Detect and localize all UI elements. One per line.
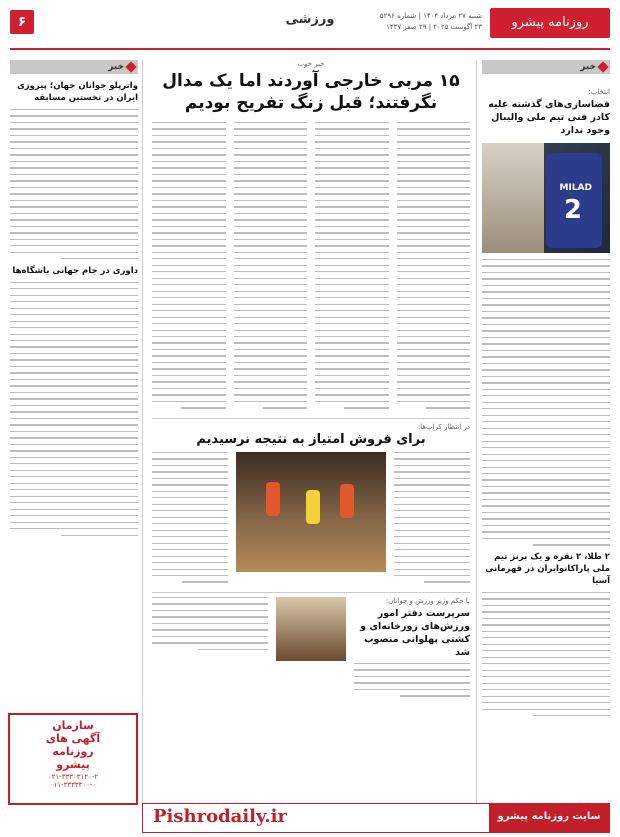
right-column: [482, 60, 610, 721]
left-column: [10, 60, 138, 541]
column-divider: [142, 60, 143, 820]
referee-headline: داوری در جام جهانی باشگاه‌ها: [12, 265, 138, 276]
story3-side-text: [152, 597, 268, 702]
ad-phone-2: ۰۱۱-۳۳۳۳۳۰۰-۰: [49, 781, 97, 789]
story2-text-right: [152, 452, 228, 588]
issue-date: شنبه ۲۷ مرداد ۱۴۰۴ | شماره ۵۲۹۶: [379, 12, 482, 20]
column-label: خبر: [482, 60, 610, 74]
body-col-1: [397, 122, 471, 414]
website-url[interactable]: Pishrodaily.ir: [153, 806, 287, 827]
waterpolo-body: [10, 109, 138, 259]
story2-headline: برای فروش امتیاز به نتیجه نرسیدیم: [196, 431, 426, 447]
issue-info: [380, 11, 482, 33]
official-portrait-photo: [276, 597, 346, 661]
story-body: [482, 259, 610, 546]
body-col-4: [152, 122, 226, 414]
website-label: سایت روزنامه پیشرو: [489, 804, 609, 832]
waterpolo-headline: واترپلو جوانان جهان؛ پیروزی ایران در نخستین مسابقه: [16, 81, 138, 103]
jersey-number: 2: [563, 195, 582, 225]
story2-label: در انتظار کراپ‌ها:: [417, 422, 470, 431]
ad-box[interactable]: [8, 713, 138, 805]
story-kicker: انتخاب؛: [588, 88, 610, 96]
body-col-2: [315, 122, 389, 414]
story2-text-left: [394, 452, 470, 588]
footer-banner[interactable]: [142, 803, 610, 833]
volleyball-coach-photo: [482, 143, 610, 253]
section-title: ورزشی: [285, 12, 335, 27]
lead-kicker: خبر خوب: [297, 60, 325, 68]
center-column: [152, 60, 470, 702]
story-headline: فضاسازی‌های گذشته علیه کادر فنی تیم ملی والیبال وجود ندارد: [488, 99, 610, 136]
body-col-3: [234, 122, 308, 414]
issue-date-alt: ۲۳ آگوست ۲۰۲۵ | ۲۹ صفر ۱۴۴۷: [386, 23, 482, 31]
diamond-icon: [125, 61, 136, 72]
story2: [152, 418, 470, 588]
referee-body: [10, 282, 138, 536]
jersey-name: MILAD: [559, 183, 592, 193]
coach-figure: [482, 143, 544, 253]
ad-phone-1: ۰۲۱-۳۳۳۰۳۱۲۰-۲: [47, 773, 99, 781]
story2-headline: ۲ طلا، ۲ نقره و یک برنز تیم ملی پاراکانوایران در قهرمانی آسیا: [485, 551, 610, 586]
column-label: خبر: [10, 60, 138, 74]
story3: [152, 592, 470, 702]
story2-body: [482, 592, 610, 717]
futsal-match-photo: [236, 452, 386, 572]
story3-headline: سرپرست دفتر امور ورزش‌های زورخانه‌ای و کشتی پهلوانی منصوب شد: [360, 607, 470, 658]
newspaper-logo: روزنامه پیشرو: [490, 8, 610, 38]
page-number: ۶: [10, 10, 34, 34]
column-divider: [476, 60, 477, 820]
lead-headline: ۱۵ مربی خارجی آوردند اما یک مدال نگرفتند؛ قبل زنگ تفریح بودیم: [162, 71, 460, 113]
lead-story-body: [152, 122, 470, 414]
ad-title: سازمان آگهی های روزنامه پیشرو: [45, 719, 101, 771]
page-header: [10, 8, 610, 50]
story3-kicker: با حکم وزیر ورزش و جوانان:: [385, 596, 470, 605]
diamond-icon: [597, 61, 608, 72]
story3-body: [354, 663, 470, 697]
